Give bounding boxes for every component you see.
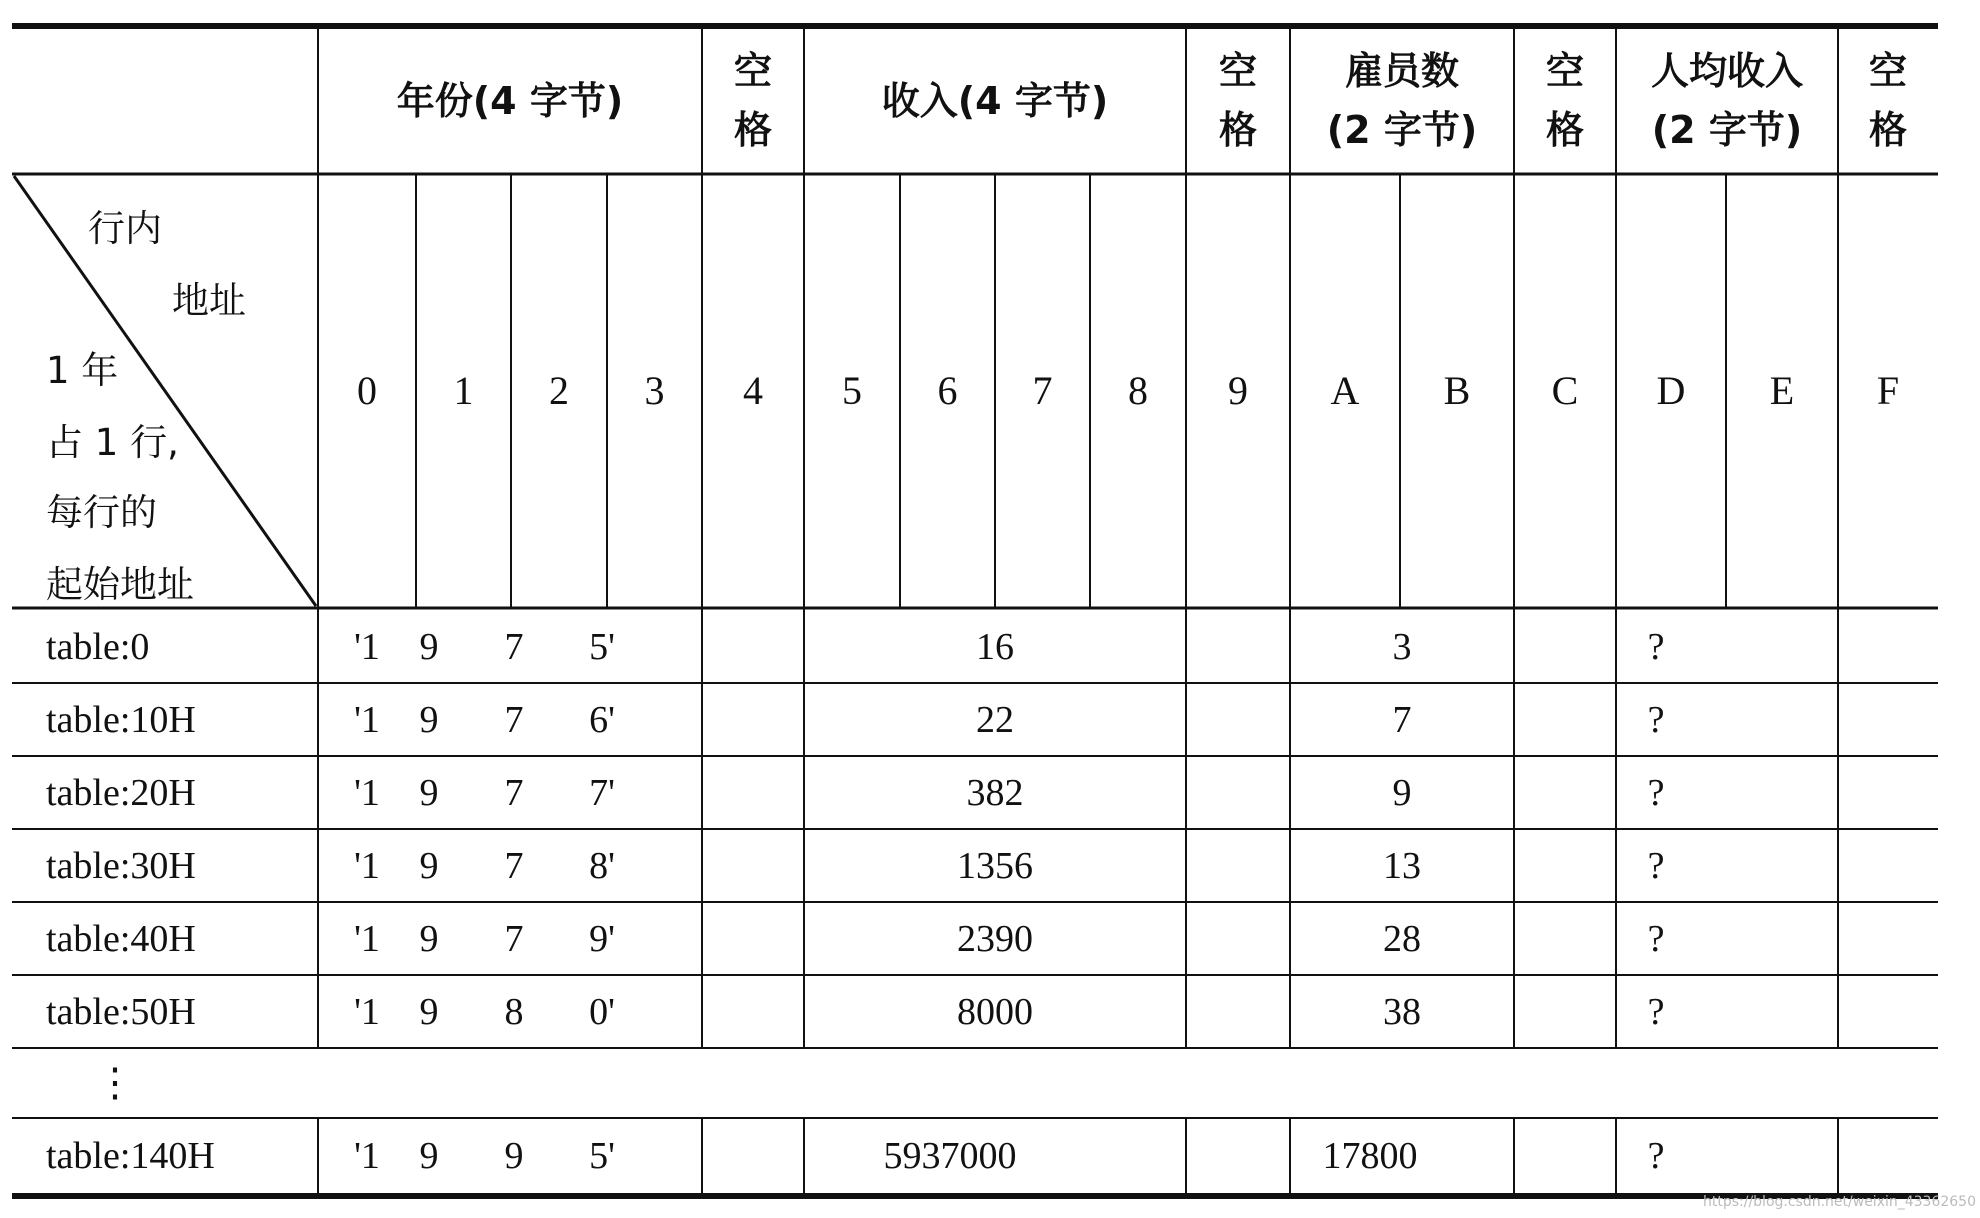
year-char-4: 0' xyxy=(589,990,615,1033)
year-char-2: 9 xyxy=(419,990,439,1033)
offset-5: 5 xyxy=(842,368,862,413)
employees-value: 13 xyxy=(1383,844,1421,887)
year-char-3: 7 xyxy=(504,698,524,741)
income-value: 5937000 xyxy=(883,1135,1017,1177)
row-address: table:0 xyxy=(46,625,150,668)
year-char-4: 5' xyxy=(589,1135,615,1177)
header-space-1: 空 格 xyxy=(733,49,772,152)
employees-value: 28 xyxy=(1383,917,1421,960)
year-char-2: 9 xyxy=(419,844,439,887)
avg-income-value: ? xyxy=(1647,1135,1665,1177)
header-employees: 雇员数 (2 字节) xyxy=(1326,49,1478,152)
year-char-3: 7 xyxy=(504,844,524,887)
offset-3: 3 xyxy=(644,368,665,413)
offset-a: A xyxy=(1330,368,1360,413)
year-char-2: 9 xyxy=(419,1135,439,1177)
row-address: table:30H xyxy=(46,844,196,887)
year-char-1: '1 xyxy=(354,1135,380,1177)
year-char-1: '1 xyxy=(354,917,380,960)
corner-left-line2: 占 1 行, xyxy=(46,421,179,464)
offset-4: 4 xyxy=(743,368,763,413)
row-address: table:50H xyxy=(46,990,196,1033)
offset-d: D xyxy=(1656,368,1686,413)
offset-2: 2 xyxy=(549,368,569,413)
year-char-3: 7 xyxy=(504,771,524,814)
watermark: https://blog.csdn.net/weixin_43362650 xyxy=(1702,1194,1976,1210)
avg-income-value: ? xyxy=(1647,990,1665,1033)
offset-8: 8 xyxy=(1128,368,1148,413)
avg-income-value: ? xyxy=(1647,771,1665,814)
year-char-4: 6' xyxy=(589,698,615,741)
header-space-3: 空 格 xyxy=(1545,49,1584,152)
year-char-3: 7 xyxy=(504,917,524,960)
employees-value: 38 xyxy=(1383,990,1421,1033)
income-value: 382 xyxy=(966,771,1024,814)
income-value: 22 xyxy=(976,698,1014,741)
year-char-2: 9 xyxy=(419,771,439,814)
offset-7: 7 xyxy=(1032,368,1053,413)
income-value: 1356 xyxy=(957,844,1033,887)
year-char-4: 7' xyxy=(589,771,615,814)
year-char-3: 9 xyxy=(504,1135,524,1177)
year-char-2: 9 xyxy=(419,698,439,741)
corner-top-line2: 地址 xyxy=(172,279,246,322)
year-char-3: 7 xyxy=(504,625,524,668)
offset-e: E xyxy=(1769,368,1795,413)
avg-income-value: ? xyxy=(1647,625,1665,668)
ellipsis: ⋮ xyxy=(95,1060,135,1105)
employees-value: 3 xyxy=(1392,625,1412,668)
corner-left-line3: 每行的 xyxy=(46,491,157,534)
header-space-4: 空 格 xyxy=(1868,49,1907,152)
avg-income-value: ? xyxy=(1647,698,1665,741)
year-char-2: 9 xyxy=(419,917,439,960)
header-income: 收入(4 字节) xyxy=(881,79,1109,123)
header-space-2: 空 格 xyxy=(1218,49,1257,152)
year-char-4: 5' xyxy=(589,625,615,668)
corner-left-line1: 1 年 xyxy=(46,349,119,392)
year-char-1: '1 xyxy=(354,771,380,814)
avg-income-value: ? xyxy=(1647,917,1665,960)
corner-top-line1: 行内 xyxy=(88,207,162,250)
employees-value: 17800 xyxy=(1322,1135,1418,1177)
offset-b: B xyxy=(1443,368,1471,413)
year-char-4: 9' xyxy=(589,917,615,960)
offset-c: C xyxy=(1551,368,1579,413)
row-address: table:10H xyxy=(46,698,196,741)
offset-0: 0 xyxy=(357,368,377,413)
row-address: table:140H xyxy=(46,1135,215,1177)
year-char-1: '1 xyxy=(354,990,380,1033)
employees-value: 9 xyxy=(1392,771,1412,814)
offset-6: 6 xyxy=(937,368,958,413)
offset-9: 9 xyxy=(1228,368,1248,413)
income-value: 8000 xyxy=(957,990,1033,1033)
income-value: 16 xyxy=(976,625,1014,668)
header-avg-income: 人均收入 (2 字节) xyxy=(1650,49,1803,152)
year-char-1: '1 xyxy=(354,625,380,668)
header-year: 年份(4 字节) xyxy=(396,79,624,123)
employees-value: 7 xyxy=(1392,698,1412,741)
corner-left-line4: 起始地址 xyxy=(46,563,194,606)
year-char-1: '1 xyxy=(354,698,380,741)
row-address: table:40H xyxy=(46,917,196,960)
avg-income-value: ? xyxy=(1647,844,1665,887)
year-char-4: 8' xyxy=(589,844,615,887)
row-address: table:20H xyxy=(46,771,196,814)
year-char-2: 9 xyxy=(419,625,439,668)
year-char-1: '1 xyxy=(354,844,380,887)
income-value: 2390 xyxy=(957,917,1033,960)
offset-1: 1 xyxy=(453,368,474,413)
year-char-3: 8 xyxy=(504,990,524,1033)
offset-f: F xyxy=(1876,368,1900,413)
